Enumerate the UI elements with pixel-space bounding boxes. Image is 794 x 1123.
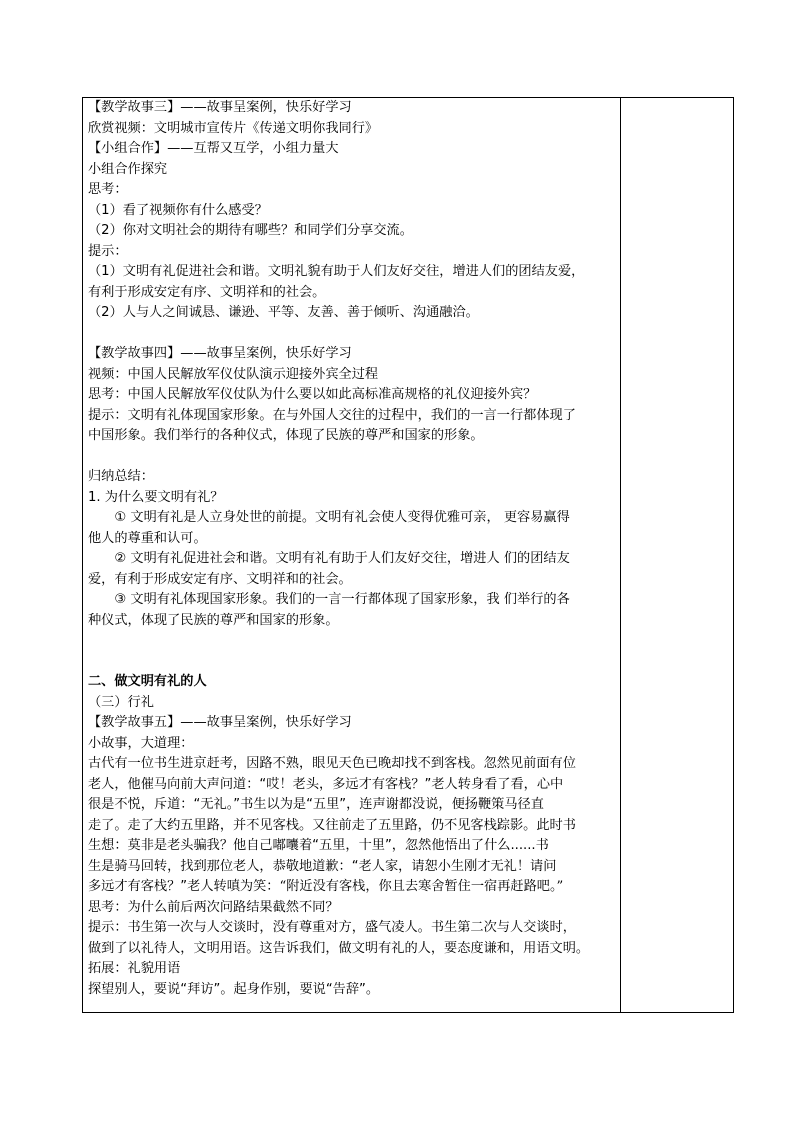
story-line-7b: “附近没有客栈，你且去寒舍暂住一宿再赶路吧。” xyxy=(279,879,564,894)
section3-video: 欣赏视频：文明城市宣传片《传递文明你我同行》 xyxy=(88,120,379,136)
question-2: （2）你对文明社会的期待有哪些？和同学们分享交流。 xyxy=(88,223,413,238)
spacer xyxy=(88,324,618,345)
hint-1a: （1）文明有礼促进社会和谐。文明礼貌有助于人们友好交往，增进人们的团结友爱， xyxy=(88,264,585,279)
section4-title: 【教学故事四】——故事呈案例，快乐好学习 xyxy=(88,346,352,361)
story-think: 思考：为什么前后两次问路结果截然不同？ xyxy=(88,899,339,915)
story-label: 小故事，大道理： xyxy=(88,735,194,751)
spacer xyxy=(88,447,618,468)
story-line-6: 生是骑马回转，找到那位老人，恭敬地道歉：“老人家，请恕小生刚才无礼！请问 xyxy=(88,858,557,874)
story-line-7 xyxy=(88,877,618,898)
lesson-content xyxy=(88,98,618,1000)
think-label: 思考： xyxy=(88,182,128,197)
story-hint-b: 做到了以礼待人，文明用语。这告诉我们，做文明有礼的人，要态度谦和，用语文明。 xyxy=(88,940,590,956)
story-line-2: 老人，他催马向前大声问道：“哎！老头，多远才有客栈？”老人转身看了看，心中 xyxy=(88,776,564,792)
section4-hint-a: 提示：文明有礼体现国家形象。在与外国人交往的过程中，我们的一言一行都体现了 xyxy=(88,407,576,423)
extension-title: 拓展：礼貌用语 xyxy=(88,961,181,976)
group-sub: 小组合作探究 xyxy=(88,161,168,177)
column-divider xyxy=(620,97,621,1013)
section4-hint-b: 中国形象。我们举行的各种仪式，体现了民族的尊严和国家的形象。 xyxy=(88,428,484,443)
story-line-5: 生想：莫非是老头骗我？他自己嘟囔着“五里，十里”，忽然他悟出了什么......书 xyxy=(88,838,549,853)
section5-title: 【教学故事五】——故事呈案例，快乐好学习 xyxy=(88,715,352,730)
story-hint-a: 提示：书生第一次与人交谈时，没有尊重对方，盛气凌人。书生第二次与人交谈时， xyxy=(88,920,576,935)
spacer xyxy=(88,631,618,652)
hint-2: （2）人与人之间诚恳、谦逊、平等、友善、善于倾听、沟通融洽。 xyxy=(88,305,479,320)
section3-title: 【教学故事三】——故事呈案例，快乐好学习 xyxy=(88,100,352,115)
extension-line: 探望别人，要说“拜访”。起身作别，要说“告辞”。 xyxy=(88,981,380,997)
summary-point-3a: ③ 文明有礼体现国家形象。我们的一言一行都体现了国家形象，我 们举行的各 xyxy=(114,592,570,607)
story-line-4: 走了。走了大约五里路，并不见客栈。又往前走了五里路，仍不见客栈踪影。此时书 xyxy=(88,817,576,833)
summary-point-1b: 他人的尊重和认可。 xyxy=(88,530,207,546)
group-title: 【小组合作】——互帮又互学，小组力量大 xyxy=(88,141,339,156)
summary-title: 归纳总结： xyxy=(88,469,154,484)
section4-video: 视频：中国人民解放军仪仗队演示迎接外宾全过程 xyxy=(88,366,379,382)
summary-point-3b: 种仪式，体现了民族的尊严和国家的形象。 xyxy=(88,612,339,628)
part2-sub: （三）行礼 xyxy=(88,694,154,710)
summary-question: 1. 为什么要文明有礼？ xyxy=(88,489,224,505)
story-line-1: 古代有一位书生进京赶考，因路不熟，眼见天色已晚却找不到客栈。忽然见前面有位 xyxy=(88,756,576,771)
summary-point-1a: ① 文明有礼是人立身处世的前提。文明有礼会使人变得优雅可亲， 更容易赢得 xyxy=(114,510,570,525)
question-1: （1）看了视频你有什么感受？ xyxy=(88,202,268,218)
hint-label: 提示： xyxy=(88,243,128,259)
hint-1b: 有利于形成安定有序、文明祥和的社会。 xyxy=(88,284,326,300)
spacer xyxy=(88,652,618,673)
story-line-3: 很是不悦，斥道：“无礼。”书生以为是“五里”，连声谢都没说，便扬鞭策马径直 xyxy=(88,797,544,812)
part2-heading: 二、做文明有礼的人 xyxy=(88,674,207,689)
summary-point-2b: 爱，有利于形成安定有序、文明祥和的社会。 xyxy=(88,571,352,587)
story-line-7a: 多远才有客栈？”老人转嗔为笑： xyxy=(88,879,280,894)
section4-think: 思考：中国人民解放军仪仗队为什么要以如此高标准高规格的礼仪迎接外宾？ xyxy=(88,387,537,402)
summary-point-2a: ② 文明有礼促进社会和谐。文明有礼有助于人们友好交往，增进人 们的团结友 xyxy=(114,551,570,566)
